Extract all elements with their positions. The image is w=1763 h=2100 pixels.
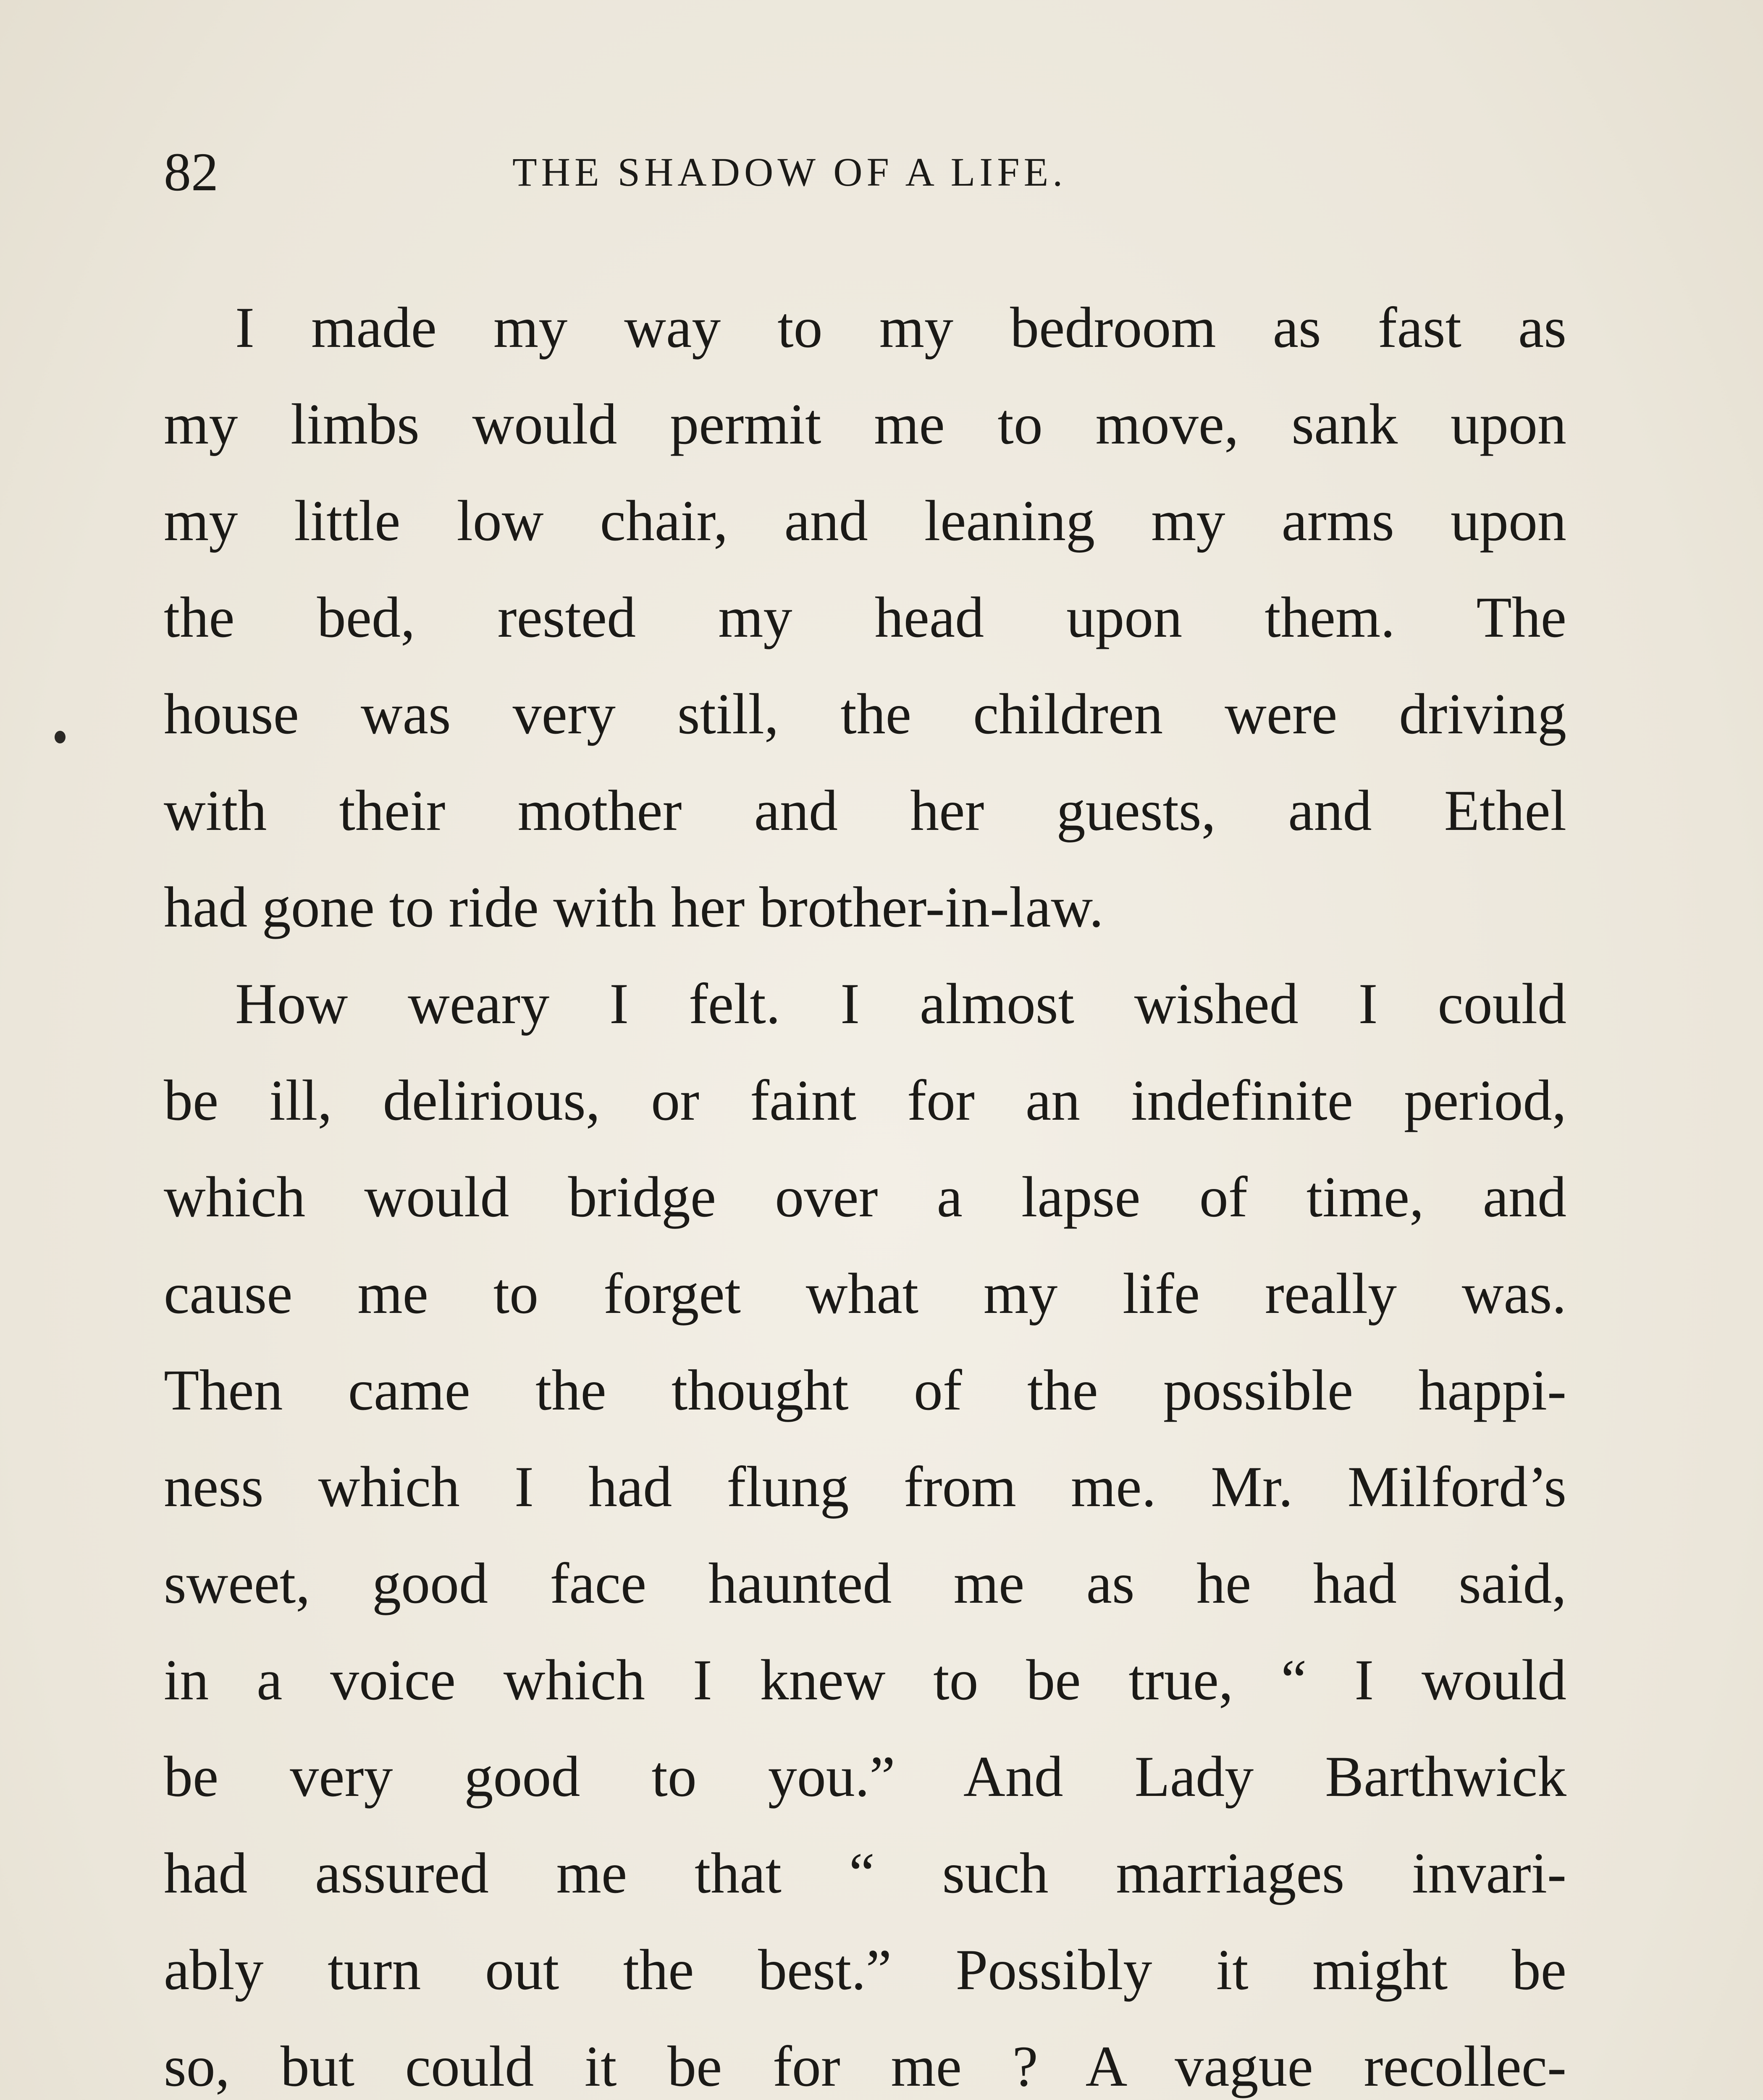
text-line: cause me to forget what my life really was. [164,1261,1566,1326]
text-line: the bed, rested my head upon them. The [164,585,1566,649]
running-title: THE SHADOW OF A LIFE. [512,150,1067,194]
page-number: 82 [164,142,218,202]
paragraph-1 [164,279,1566,956]
page-header [164,139,1566,206]
text-line: so, but could it be for me ? A vague recollec- [164,2034,1566,2098]
text-line: had assured me that “ such marriages invari- [164,1841,1566,1905]
paragraph-2 [164,956,1566,2100]
text-line: in a voice which I knew to be true, “ I would [164,1648,1566,1712]
body-text [164,279,1566,2100]
text-line: sweet, good face haunted me as he had said, [164,1551,1566,1615]
text-line: ness which I had flung from me. Mr. Milford’s [164,1454,1566,1519]
text-line: had gone to ride with her brother-in-law. [164,875,1104,939]
text-line: my little low chair, and leaning my arms upon [164,488,1566,553]
text-line: How weary I felt. I almost wished I could [235,971,1566,1036]
text-line: be ill, delirious, or faint for an indefinite period, [164,1068,1566,1132]
ink-speck [55,731,66,743]
text-line: be very good to you.” And Lady Barthwick [164,1744,1566,1809]
text-line: house was very still, the children were driving [164,682,1566,746]
text-line: Then came the thought of the possible happi- [164,1358,1566,1422]
text-line: I made my way to my bedroom as fast as [235,295,1566,360]
text-line: ably turn out the best.” Possibly it might be [164,1937,1566,2002]
text-line: my limbs would permit me to move, sank upon [164,392,1566,456]
text-line: with their mother and her guests, and Ethel [164,778,1566,843]
text-line: which would bridge over a lapse of time, and [164,1165,1566,1229]
